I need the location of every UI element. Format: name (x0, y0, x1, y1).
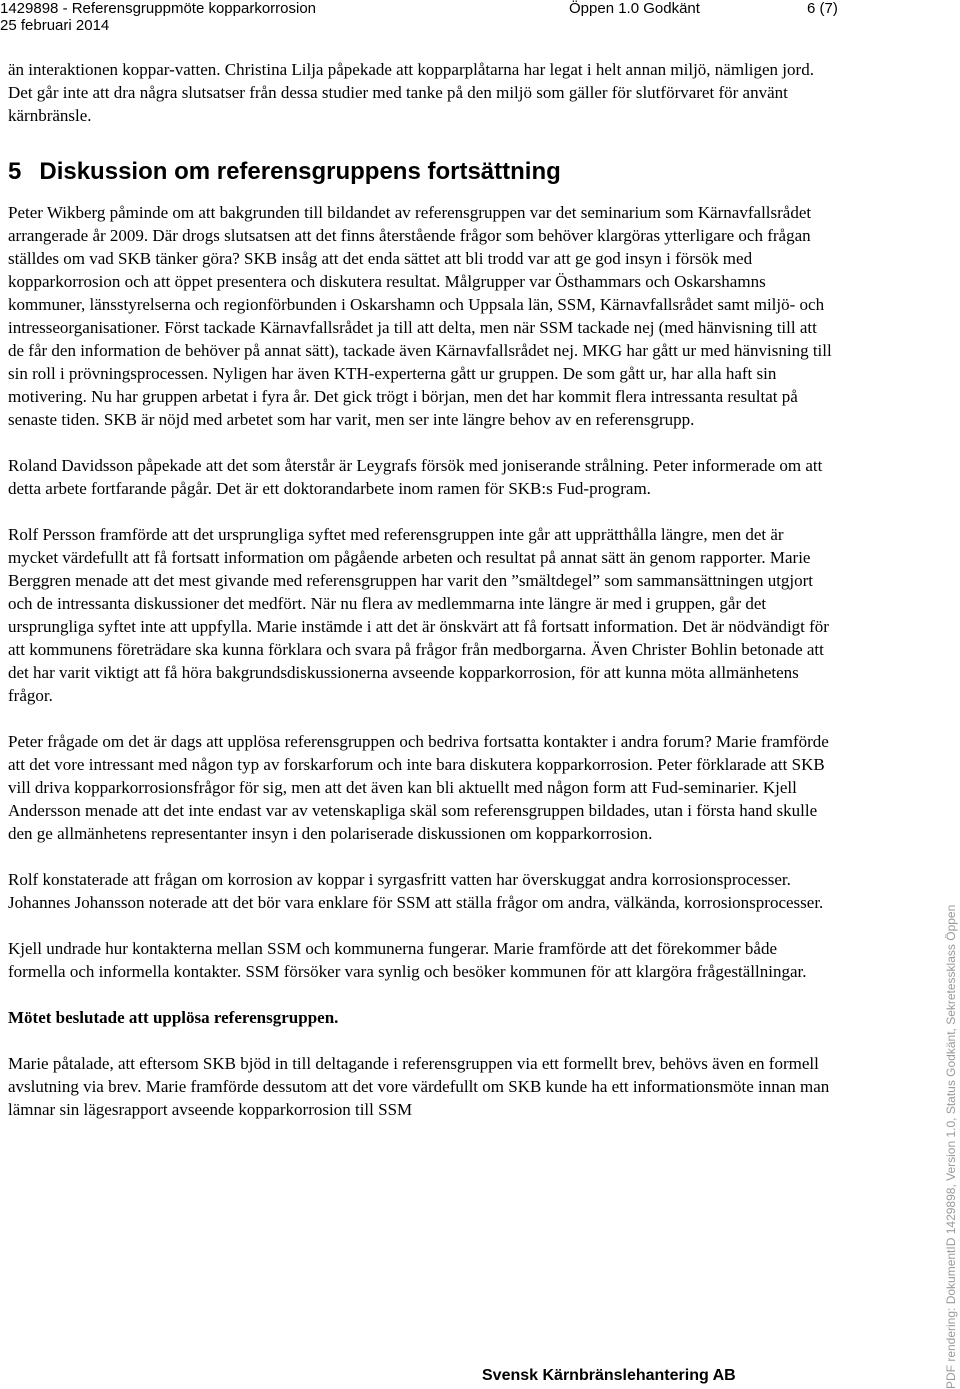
document-status: Öppen 1.0 Godkänt (569, 0, 700, 17)
page-number: 6 (7) (807, 0, 838, 17)
section-title: Diskussion om referensgruppens fortsättning (39, 158, 561, 185)
paragraph: Rolf konstaterade att frågan om korrosion av koppar i syrgasfritt vatten har överskuggat andra korrosionsprocesser. Johannes Johansson noterade att det bör vara enklare för SSM att ställa frågor om andra, välkända, korrosionsprocesser. (8, 870, 824, 912)
document-id: 1429898 - Referensgruppmöte kopparkorrosion (0, 0, 317, 17)
pdf-rendering-note: PDF rendering: DokumentID 1429898, Version 1.0, Status Godkänt, Sekretessklass Öppen (944, 904, 958, 1389)
paragraph: Marie påtalade, att eftersom SKB bjöd in till deltagande i referensgruppen via ett formellt brev, behövs även en formell avslutning via brev. Marie framförde dessutom att det vore värdefullt om SKB kunde ha ett informationsmöte innan man lämnar sin lägesrapport avseende kopparkorrosion till SSM (8, 1054, 830, 1119)
paragraph: Roland Davidsson påpekade att det som återstår är Leygrafs försök med joniserande strålning. Peter informerade om att detta arbete fortfarande pågår. Det är ett doktorandarbete inom ramen för SKB:s Fud-program. (8, 456, 823, 498)
lead-paragraph: än interaktionen koppar-vatten. Christina Lilja påpekade att kopparplåtarna har legat i helt annan miljö, nämligen jord. Det går inte att dra några slutsatser från dessa studier med tanke på den miljö som gäller för slutförvaret för använt kärnbränsle. (8, 60, 814, 125)
paragraph: Kjell undrade hur kontakterna mellan SSM och kommunerna fungerar. Marie framförde att det förekommer både formella och informella kontakter. SSM försöker vara synlig och besöker kommunen för att klargöra frågeställningar. (8, 939, 807, 981)
document-body (8, 58, 834, 1144)
document-date: 25 februari 2014 (0, 17, 110, 34)
section-heading (8, 158, 834, 186)
paragraph: Peter frågade om det är dags att upplösa referensgruppen och bedriva fortsatta kontakter i andra forum? Marie framförde att det vore intressant med någon typ av forskarforum och inte bara diskutera kopparkorrosion. Peter förklarade att SKB vill driva kopparkorrosionsfrågor för sig, men att det även kan bli aktuellt med någon form att Fud-seminarier. Kjell Andersson menade att det inte endast var av vetenskapliga skäl som referensgruppen bildades, utan i första hand skulle den ge allmänhetens representanter insyn i den polariserade diskussionen om kopparkorrosion. (8, 732, 829, 843)
page-footer: Svensk Kärnbränslehantering AB (482, 1367, 736, 1384)
section-number: 5 (8, 158, 22, 185)
decision-statement: Mötet beslutade att upplösa referensgruppen. (8, 1008, 339, 1027)
paragraph: Peter Wikberg påminde om att bakgrunden till bildandet av referensgruppen var det seminarium som Kärnavfallsrådet arrangerade år 2009. Där drogs slutsatsen att det finns återstående frågor som behöver klargöras ytterligare och frågan ställdes om vad SKB tänker göra? SKB insåg att det enda sättet att bli trodd var att ge god insyn i försök med kopparkorrosion och att öppet presentera och diskutera resultat. Målgrupper var Östhammars och Oskarshamns kommuner, länsstyrelserna och regionförbunden i Oskarshamn och Uppsala län, SSM, Kärnavfallsrådet samt miljö- och intresseorganisationer. Först tackade Kärnavfallsrådet ja till att delta, men när SSM tackade nej (med hänvisning till att de får den information de behöver på annat sätt), tackade även Kärnavfallsrådet nej. MKG har gått ur med hänvisning till sin roll i prövningsprocessen. Nyligen har även KTH-experterna gått ur gruppen. De som gått ur, har alla haft sin motivering. Nu har gruppen arbetat i fyra år. Det gick trögt i början, men det har kommit flera intressanta resultat på senaste tiden. SKB är nöjd med arbetet som har varit, men ser inte längre behov av en referensgrupp. (8, 203, 832, 429)
paragraph: Rolf Persson framförde att det ursprungliga syftet med referensgruppen inte går att upprätthålla längre, men det är mycket värdefullt att få fortsatt information om pågående arbeten och resultat på annat sätt än genom rapporter. Marie Berggren menade att det mest givande med referensgruppen har varit den ”smältdegel” som sammansättningen utgjort och de intressanta diskussioner det medfört. När nu flera av medlemmarna inte längre är med i gruppen, går det ursprungliga syftet inte att uppfylla. Marie instämde i att det är önskvärt att få fortsatt information. Det är nödvändigt för att kommunens företrädare ska kunna förklara och svara på frågor från medborgarna. Även Christer Bohlin betonade att det har varit viktigt att få höra bakgrundsdiskussionerna avseende kopparkorrosion, för att kunna möta allmänhetens frågor. (8, 525, 829, 705)
